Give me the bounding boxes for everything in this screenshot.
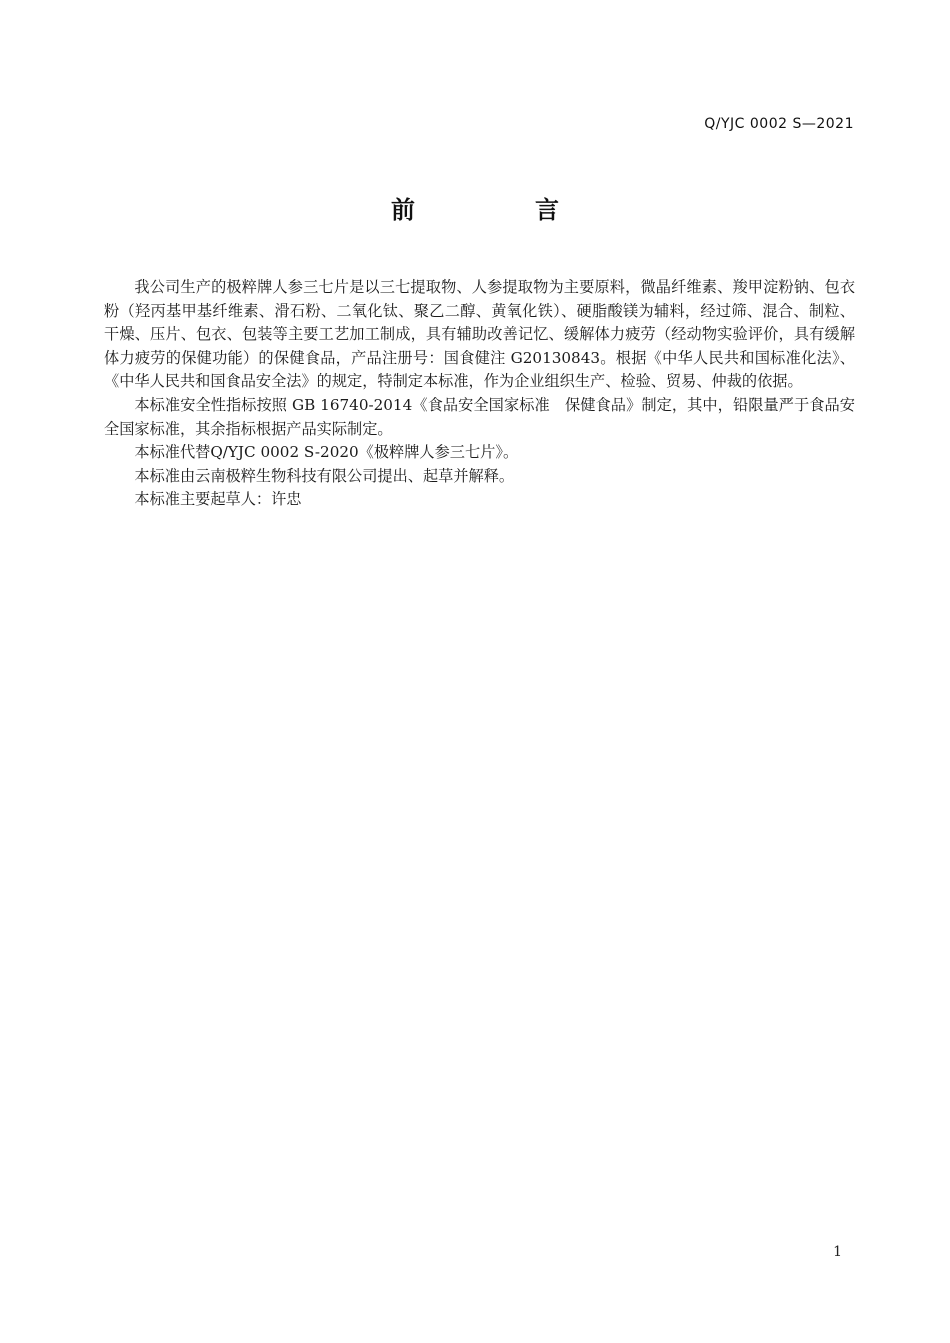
page-title: 前 言 bbox=[391, 196, 607, 224]
standard-code: Q/YJC 0002 S—2021 bbox=[704, 116, 854, 132]
foreword-body bbox=[104, 276, 855, 512]
page-number: 1 bbox=[833, 1244, 842, 1260]
paragraph-proposer: 本标准由云南极粹生物科技有限公司提出、起草并解释。 bbox=[134, 466, 515, 485]
paragraph-safety-indicators: 本标准安全性指标按照 GB 16740-2014《食品安全国家标准 保健食品》制定，其中，铅限量严于食品安全国家标准，其余指标根据产品实际制定。 bbox=[104, 395, 855, 438]
paragraph-product-description: 我公司生产的极粹牌人参三七片是以三七提取物、人参提取物为主要原料，微晶纤维素、羧甲淀粉钠、包衣粉（羟丙基甲基纤维素、滑石粉、二氧化钛、聚乙二醇、黄氧化铁）、硬脂酸镁为辅料，经过筛、混合、制粒、干燥、压片、包衣、包装等主要工艺加工制成，具有辅助改善记忆、缓解体力疲劳（经动物实验评价，具有缓解体力疲劳的保健功能）的保健食品，产品注册号：国食健注 G20130843。根据《中华人民共和国标准化法》、《中华人民共和国食品安全法》的规定，特制定本标准，作为企业组织生产、检验、贸易、仲裁的依据。 bbox=[104, 278, 855, 391]
paragraph-replaces-standard: 本标准代替Q/YJC 0002 S-2020《极粹牌人参三七片》。 bbox=[134, 443, 519, 462]
paragraph-drafter: 本标准主要起草人：许忠 bbox=[134, 490, 302, 509]
